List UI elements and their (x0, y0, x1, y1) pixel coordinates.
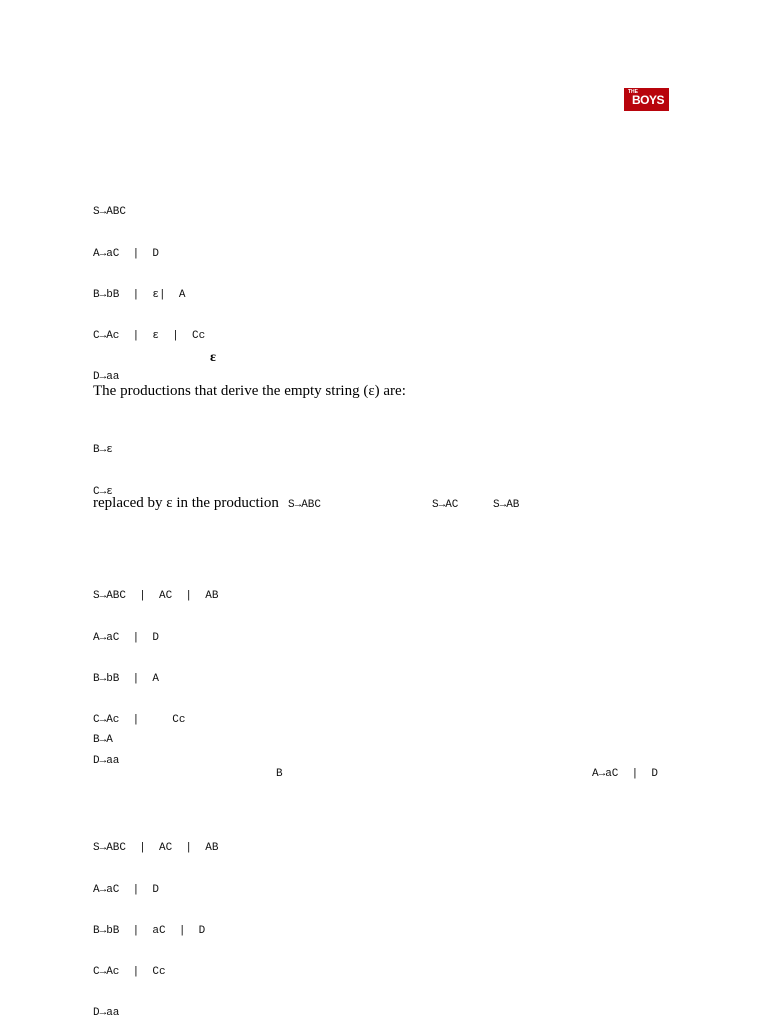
grammar-line: B→bB | ε| A (93, 288, 186, 301)
grammar-line: S→ABC | AC | AB (93, 842, 219, 855)
intro-sentence: The productions that derive the empty string (ε) are: (93, 383, 406, 399)
epsilon-heading: ε (210, 350, 216, 365)
logo-big-text: BOYS (632, 93, 665, 107)
grammar-line: D→aa (93, 370, 120, 383)
replaced-sentence: replaced by ε in the production (93, 495, 279, 511)
grammar-line: C→Ac | Cc (93, 965, 166, 978)
grammar-line: B→bB | A (93, 672, 160, 685)
grammar-line: A→aC | D (93, 883, 160, 896)
nullable-line: B→ε (93, 444, 113, 457)
production-sabc: S→ABC (288, 499, 322, 511)
epsilon-free-grammar-block (93, 563, 218, 782)
original-grammar-block (93, 179, 205, 398)
grammar-line: C→Ac | Cc (93, 713, 186, 726)
grammar-line: A→aC | D (93, 631, 160, 644)
fragment-b: B (276, 768, 283, 780)
production-sac: S→AC (432, 499, 459, 511)
grammar-line: S→ABC | AC | AB (93, 590, 219, 603)
grammar-line: C→Ac | ε | Cc (93, 329, 206, 342)
fragment-a-rule: A→aC | D (592, 768, 659, 780)
grammar-line: D→aa (93, 1006, 120, 1019)
production-sab: S→AB (493, 499, 520, 511)
grammar-line: S→ABC (93, 206, 127, 219)
nullable-line: C→ε (93, 485, 113, 498)
logo-small-text: THE (628, 89, 638, 95)
grammar-line: D→aa (93, 754, 120, 767)
the-boys-logo (624, 88, 669, 111)
unit-production: B→A (93, 734, 113, 746)
grammar-line: B→bB | aC | D (93, 924, 206, 937)
final-grammar-block (93, 815, 218, 1034)
grammar-line: A→aC | D (93, 247, 160, 260)
